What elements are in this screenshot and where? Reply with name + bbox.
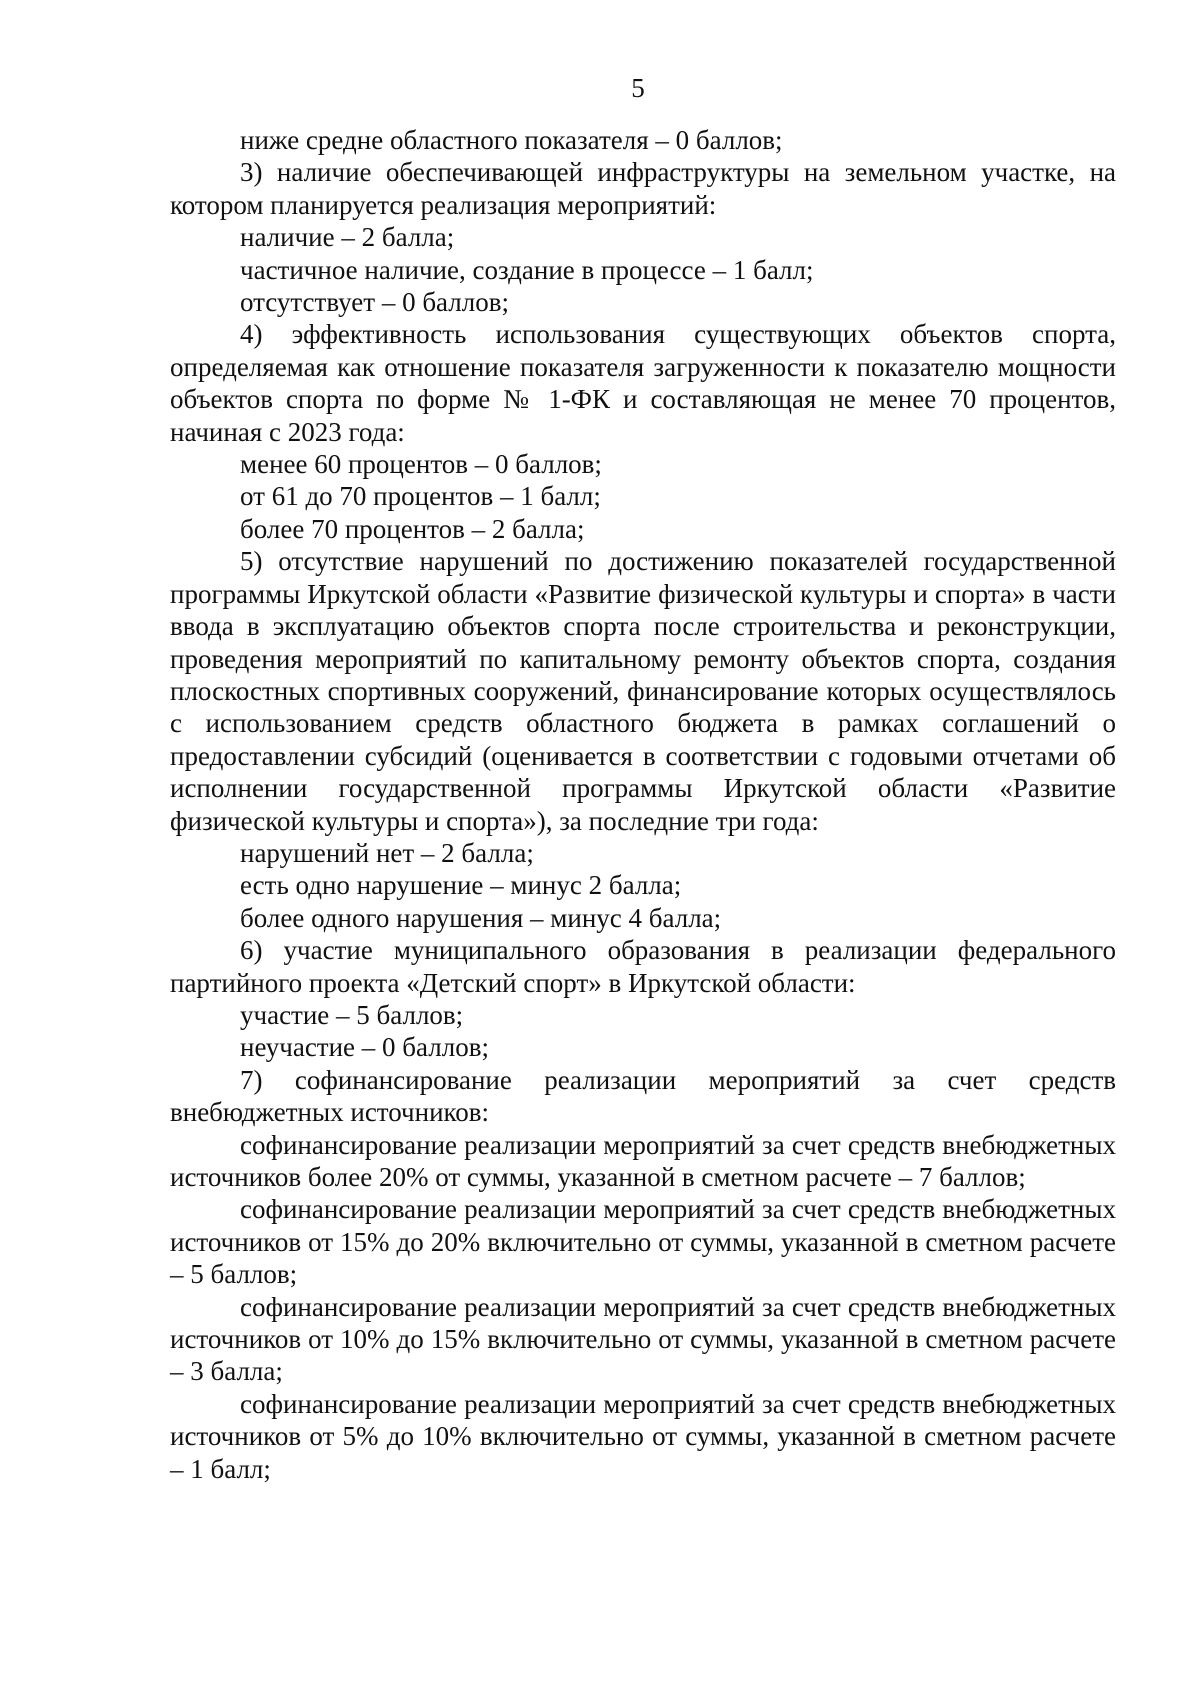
score-item: наличие – 2 балла;	[240, 222, 455, 253]
score-item: частичное наличие, создание в процессе – 1 балл;	[240, 254, 814, 285]
score-item: более одного нарушения – минус 4 балла;	[240, 902, 722, 933]
document-body	[170, 124, 1116, 1485]
score-item: софинансирование реализации мероприятий за счет средств внебюджетных источников от 5% до 10% включительно от суммы, указанной в сметном расчете – 1 балл;	[170, 1388, 1116, 1484]
page-number: 5	[631, 73, 645, 103]
score-item: участие – 5 баллов;	[240, 999, 464, 1030]
score-item: менее 60 процентов – 0 баллов;	[240, 449, 602, 480]
score-item: софинансирование реализации мероприятий за счет средств внебюджетных источников от 10% до 15% включительно от суммы, указанной в сметном расчете – 3 балла;	[170, 1291, 1116, 1387]
criterion-5-no-violations: 5) отсутствие нарушений по достижению показателей государственной программы Иркутской области «Развитие физической культуры и спорта» в части ввода в эксплуатацию объектов спорта после строительства и реконструкции, проведения мероприятий по капитальному ремонту объектов спорта, создания плоскостных спортивных сооружений, финансирование которых осуществлялось с использованием средств областного бюджета в рамках соглашений о предоставлении субсидий (оценивается в соответствии с годовыми отчетами об исполнении государственной программы Иркутской области «Развитие физической культуры и спорта»), за последние три года:	[170, 546, 1116, 836]
score-item: более 70 процентов – 2 балла;	[240, 513, 585, 544]
score-item: отсутствует – 0 баллов;	[240, 287, 509, 318]
criterion-7-cofinancing: 7) софинансирование реализации мероприятий за счет средств внебюджетных источников:	[170, 1064, 1116, 1128]
score-item: софинансирование реализации мероприятий за счет средств внебюджетных источников от 15% до 20% включительно от суммы, указанной в сметном расчете – 5 баллов;	[170, 1194, 1116, 1290]
criterion-4-efficiency: 4) эффективность использования существующих объектов спорта, определяемая как отношение показателя загруженности к показателю мощности объектов спорта по форме № 1-ФК и составляющая не менее 70 процентов, начиная с 2023 года:	[170, 319, 1116, 447]
score-item: есть одно нарушение – минус 2 балла;	[240, 870, 682, 901]
criterion-3-infrastructure: 3) наличие обеспечивающей инфраструктуры на земельном участке, на котором планируется реализация мероприятий:	[170, 157, 1116, 220]
paragraph-below-average: ниже средне областного показателя – 0 баллов;	[240, 125, 783, 155]
score-item: софинансирование реализации мероприятий за счет средств внебюджетных источников более 20% от суммы, указанной в сметном расчете – 7 баллов;	[170, 1129, 1116, 1192]
score-item: неучастие – 0 баллов;	[240, 1032, 489, 1063]
score-item: нарушений нет – 2 балла;	[240, 837, 534, 868]
criterion-6-children-sport: 6) участие муниципального образования в реализации федерального партийного проекта «Детский спорт» в Иркутской области:	[170, 935, 1116, 998]
score-item: от 61 до 70 процентов – 1 балл;	[240, 481, 601, 512]
